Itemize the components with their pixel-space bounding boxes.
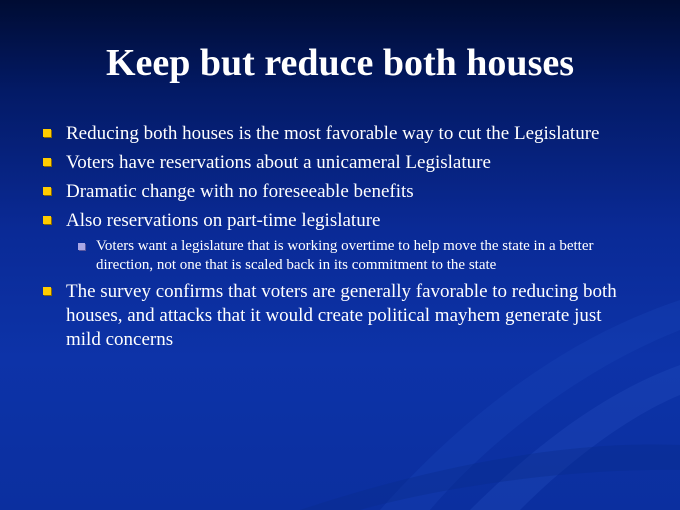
square-sub-bullet-icon: [78, 243, 85, 250]
square-bullet-icon: [43, 158, 51, 166]
square-bullet-icon: [43, 187, 51, 195]
bullet-text: The survey confirms that voters are generally favorable to reducing both houses, and attacks that it would create political mayhem generate just mild concerns: [66, 281, 617, 350]
bullet-text: Dramatic change with no foreseeable benefits: [66, 181, 414, 202]
bullet-text: Reducing both houses is the most favorable way to cut the Legislature: [66, 123, 600, 144]
bullet-item: [40, 280, 640, 352]
square-bullet-icon: [43, 216, 51, 224]
bullet-text: Also reservations on part-time legislature: [66, 210, 381, 231]
bullet-item: [40, 151, 640, 175]
square-bullet-icon: [43, 287, 51, 295]
square-bullet-icon: [43, 129, 51, 137]
bullet-item: [40, 180, 640, 204]
bullet-list: [40, 122, 640, 357]
sub-bullet-item: [66, 237, 640, 275]
sub-bullet-list: [66, 237, 640, 275]
bullet-item: [40, 122, 640, 146]
sub-bullet-text: Voters want a legislature that is working overtime to help move the state in a better direction, not one that is scaled back in its commitment to the state: [96, 238, 594, 273]
bullet-text: Voters have reservations about a unicameral Legislature: [66, 152, 491, 173]
slide-title: Keep but reduce both houses: [105, 42, 575, 84]
bullet-item: [40, 209, 640, 275]
